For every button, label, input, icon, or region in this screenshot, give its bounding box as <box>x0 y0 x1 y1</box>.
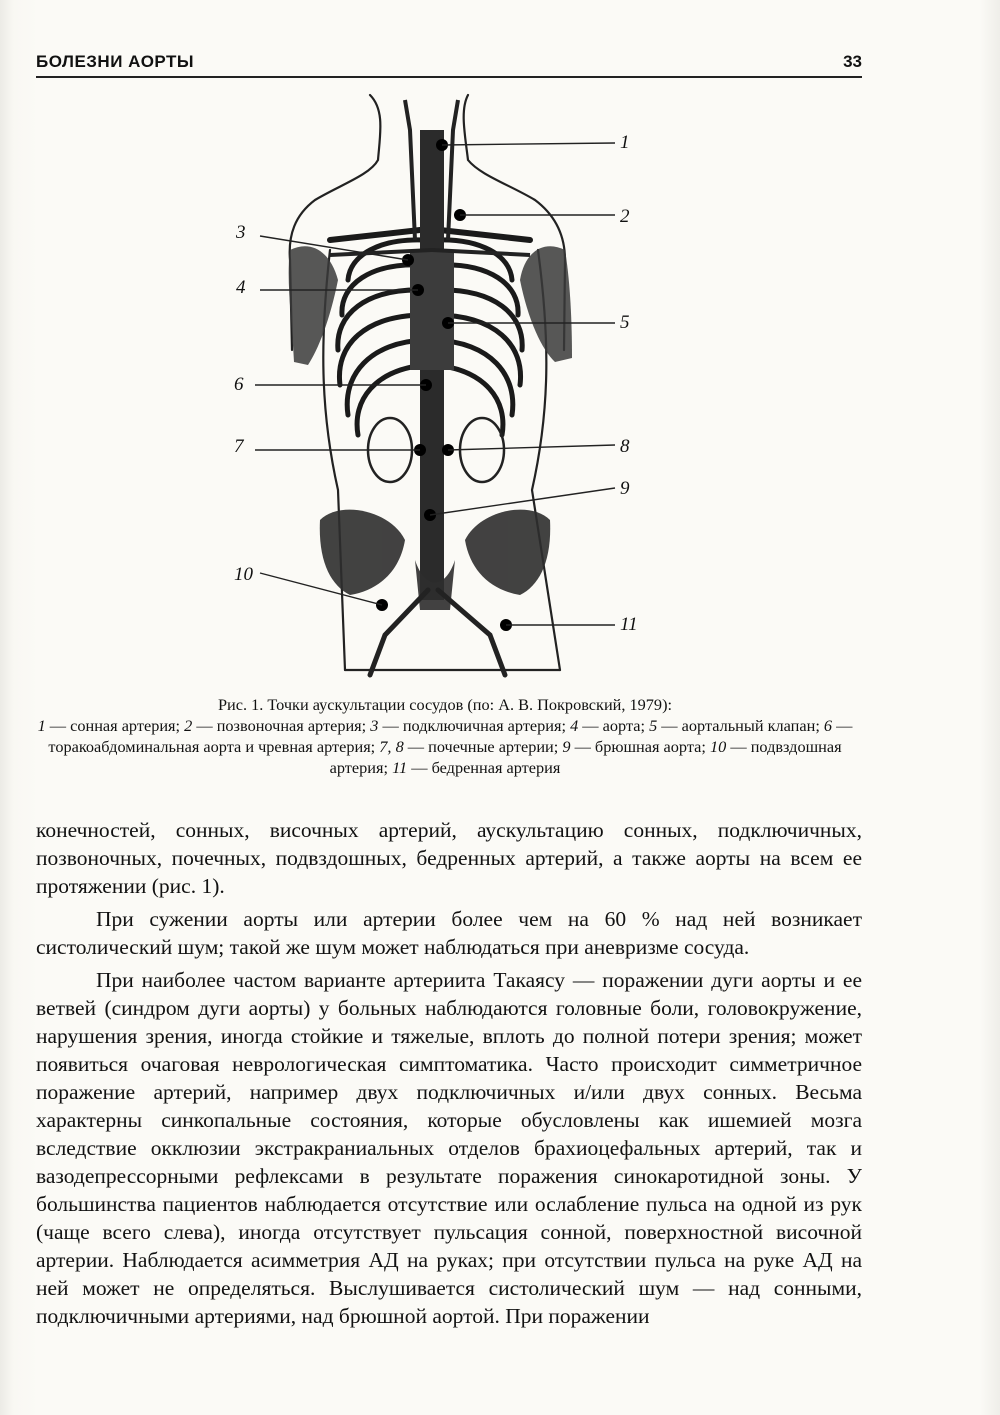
label-11: 11 <box>620 614 638 635</box>
label-2: 2 <box>620 206 630 227</box>
legend-text: — почечные артерии; <box>403 737 563 756</box>
legend-text: — позвоночная артерия; <box>192 716 371 735</box>
label-8: 8 <box>620 436 630 457</box>
legend-num: 11 <box>392 758 408 777</box>
legend-num: 3 <box>370 716 379 735</box>
left-arm-shading <box>289 246 338 365</box>
legend-num: 9 <box>562 737 571 756</box>
body-text <box>36 816 862 1330</box>
caption-legend <box>30 715 860 778</box>
legend-text: — аорта; <box>578 716 646 735</box>
paragraph: конечностей, сонных, височных артерий, аускультацию сонных, подключичных, позвоночных, почечных, подвздошных, бедренных артерий, а также аорты на всем ее протяжении (рис. 1). <box>36 818 862 898</box>
legend-text: — аортальный клапан; <box>657 716 824 735</box>
legend-text: — подвздошная артерия; <box>329 737 842 777</box>
legend-text: — торакоабдоминальная аорта и чревная артерия; <box>48 716 853 756</box>
paragraph: При сужении аорты или артерии более чем на 60 % над ней возникает систолический шум; такой же шум может наблюдаться при аневризме сосуда. <box>36 907 862 959</box>
right-arm-shading <box>520 246 572 362</box>
figure-caption <box>30 694 860 778</box>
page-number: 33 <box>843 52 862 71</box>
label-1: 1 <box>620 132 630 153</box>
caption-title: Рис. 1. Точки аускультации сосудов (по: А. В. Покровский, 1979): <box>217 695 673 714</box>
legend-num: 7, 8 <box>379 737 404 756</box>
legend-num: 6 <box>823 716 833 735</box>
label-9: 9 <box>620 478 630 499</box>
aorta-column <box>410 130 454 600</box>
legend-text: — бедренная артерия <box>407 758 561 777</box>
legend-text: — сонная артерия; <box>45 716 185 735</box>
legend-text: — брюшная аорта; <box>570 737 710 756</box>
label-5: 5 <box>620 312 630 333</box>
legend-text: — подключичная артерия; <box>378 716 571 735</box>
paragraph: При наиболее частом варианте артериита Такаясу — поражении дуги аорты и ее ветвей (синдром дуги аорты) у больных наблюдаются головные боли, головокружение, нарушения зрения, иногда стойкие и тяжелые, вплоть до полной потери зрения; может появиться очаговая неврологическая симптоматика. Часто происходит симметричное поражение артерий, например двух подключичных и/или двух сонных. Весьма характерны синкопальные состояния, которые обусловлены как ишемией мозга вследствие окклюзии экстракраниальных отделов брахиоцефальных артерий, так и вазодепрессорными рефлексами в результате поражения синокаротидной зоны. У большинства пациентов наблюдается отсутствие или ослабление пульса на одной из рук (чаще всего слева), иногда отсутствует пульсация сонной, поверхностной височной артерии. Наблюдается асимметрия АД на руках; при отсутствии пульса на руке АД на ней может не определяться. Выслушивается систолический шум — над сонными, подключичными артериями, над брюшной аортой. При поражении <box>36 968 862 1328</box>
legend-num: 4 <box>570 716 579 735</box>
label-10: 10 <box>234 564 253 585</box>
anatomy-illustration <box>220 90 660 680</box>
label-6: 6 <box>234 374 244 395</box>
legend-num: 5 <box>649 716 658 735</box>
legend-num: 10 <box>709 737 727 756</box>
running-header <box>36 50 862 78</box>
figure-auscultation-points <box>220 90 660 680</box>
header-title: БОЛЕЗНИ АОРТЫ <box>36 52 195 71</box>
legend-num: 2 <box>184 716 193 735</box>
legend-num: 1 <box>37 716 46 735</box>
label-4: 4 <box>236 277 246 298</box>
label-3: 3 <box>236 222 246 243</box>
label-7: 7 <box>234 436 244 457</box>
